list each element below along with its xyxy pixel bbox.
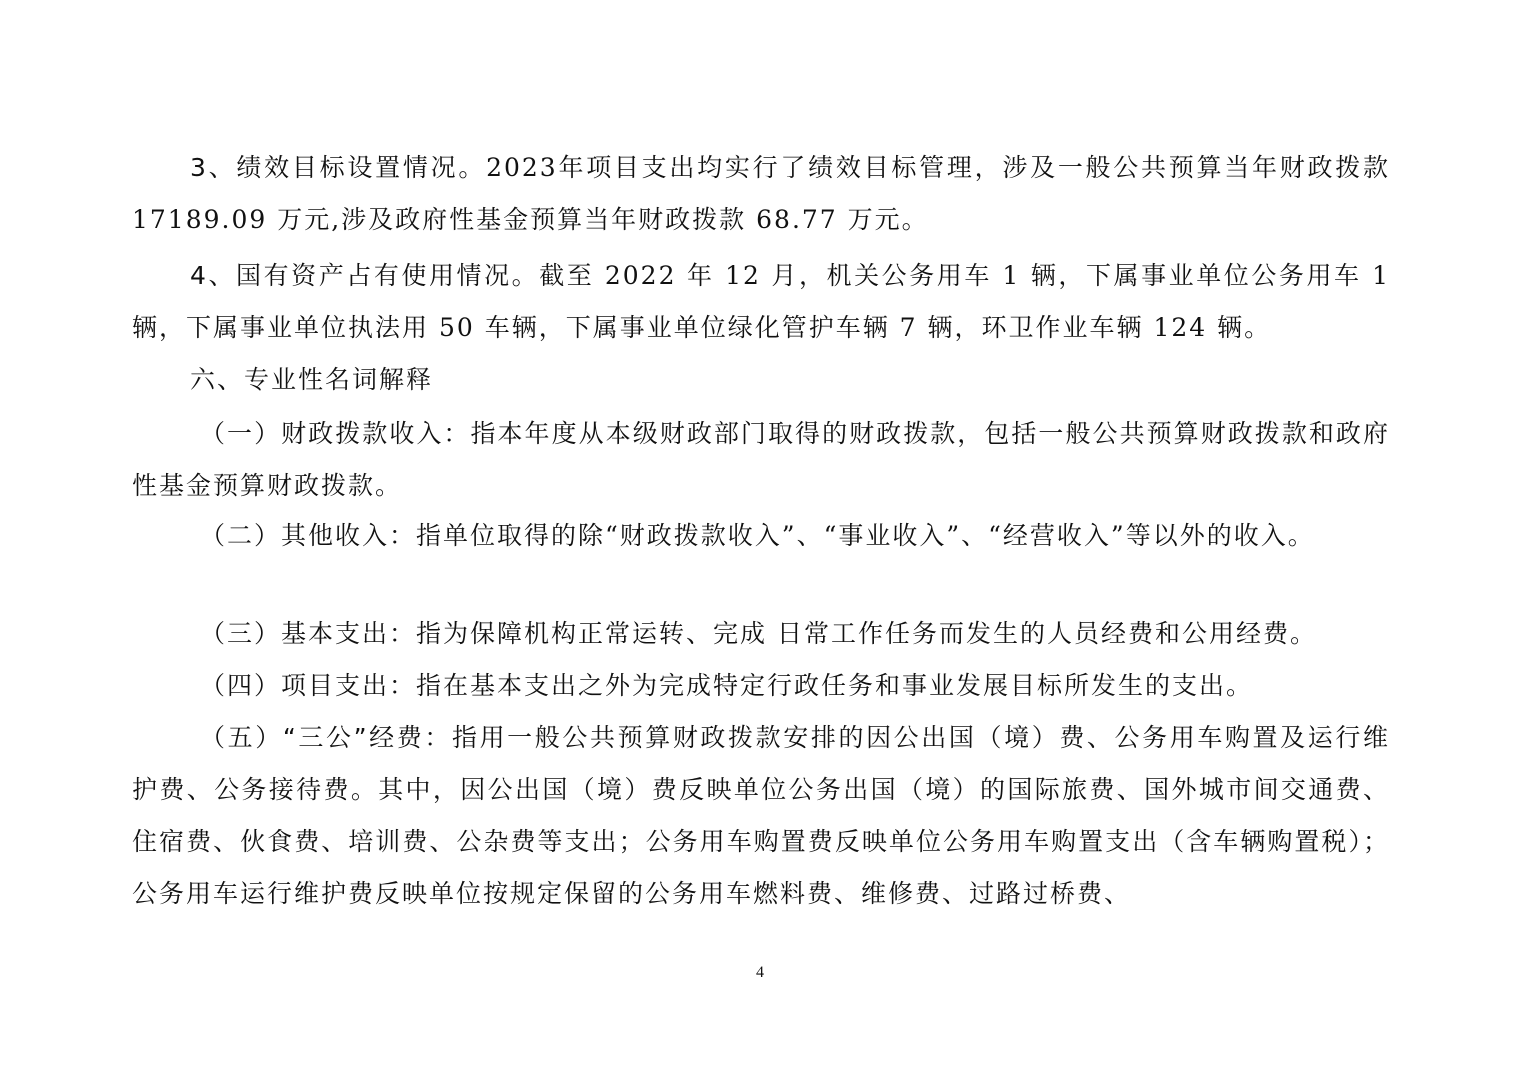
- page-number: 4: [756, 964, 764, 981]
- paragraph-fiscal-appropriation-income: [132, 408, 1390, 512]
- section-heading-text: 六、专业性名词解释: [190, 365, 434, 394]
- paragraph-lead: （五）“三公”经费：: [200, 723, 452, 752]
- paragraph-body: 。2023年项目支出均实行了绩效目标管理，涉及一般公共预算当年财政拨款 17189.09 万元,涉及政府性基金预算当年财政拨款 68.77 万元。: [132, 153, 1390, 234]
- paragraph-performance-goals: [132, 142, 1390, 246]
- paragraph-body: 指用一般公共预算财政拨款安排的因公出国（境）费、公务用车购置及运行维护费、公务接待费。其中，因公出国（境）费反映单位公务出国（境）的国际旅费、国外城市间交通费、住宿费、伙食费、培训费、公杂费等支出；公务用车购置费反映单位公务用车购置支出（含车辆购置税）；公务用车运行维护费反映单位按规定保留的公务用车燃料费、维修费、过路过桥费、: [132, 723, 1390, 908]
- paragraph-lead: （二）其他收入：: [200, 521, 417, 550]
- paragraph-lead: 4、国有资产占有使用情况。: [190, 261, 540, 290]
- paragraph-lead: （三）基本支出：: [200, 619, 417, 648]
- paragraph-state-assets: [132, 250, 1390, 354]
- paragraph-body: 指为保障机构正常运转、完成 日常工作任务而发生的人员经费和公用经费。: [416, 619, 1317, 648]
- paragraph-lead: （一）财政拨款收入：: [200, 419, 471, 448]
- paragraph-lead: （四）项目支出：: [200, 671, 417, 700]
- paragraph-body: 指单位取得的除“财政拨款收入”、“事业收入”、“经营收入”等以外的收入。: [416, 521, 1315, 550]
- paragraph-other-income: [132, 510, 1390, 562]
- paragraph-body: 指本年度从本级财政部门取得的财政拨款，包括一般公共预算财政拨款和政府性基金预算财政拨款。: [132, 419, 1390, 500]
- paragraph-body: 截至 2022 年 12 月，机关公务用车 1 辆，下属事业单位公务用车 1 辆，下属事业单位执法用 50 车辆，下属事业单位绿化管护车辆 7 辆，环卫作业车辆 124 辆。: [132, 261, 1390, 342]
- paragraph-body: 指在基本支出之外为完成特定行政任务和事业发展目标所发生的支出。: [416, 671, 1254, 700]
- paragraph-lead: 3、绩效目标设置情况: [190, 153, 459, 182]
- paragraph-basic-expenditure: [132, 608, 1390, 660]
- section-heading: [132, 354, 1390, 406]
- paragraph-project-expenditure: [132, 660, 1390, 712]
- paragraph-three-public-expenses: [132, 712, 1390, 920]
